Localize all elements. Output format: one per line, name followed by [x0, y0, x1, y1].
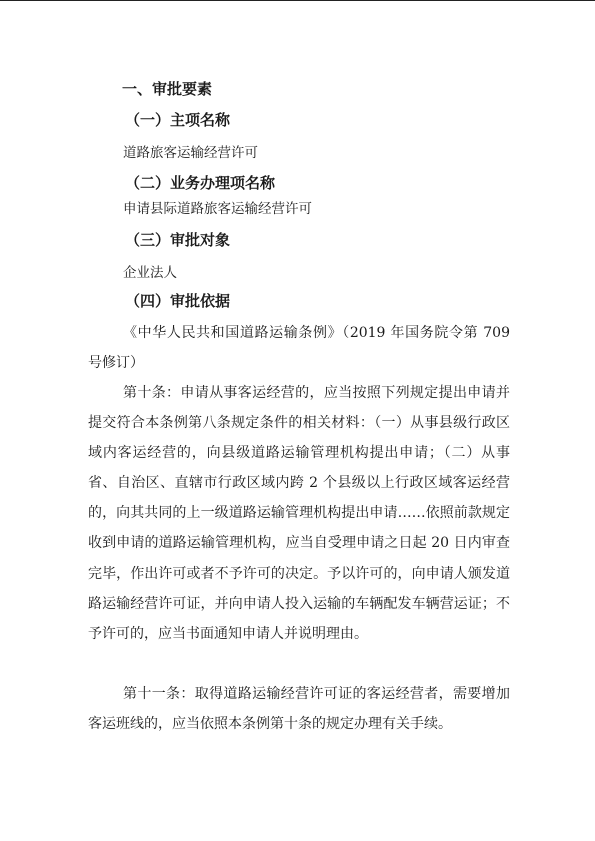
regulation-citation: 《中华人民共和国道路运输条例》（2019 年国务院令第 709 号修订）: [88, 325, 510, 372]
approval-target: 企业法人: [123, 265, 177, 281]
page-top-border: [0, 0, 595, 1]
subsection-heading-main-item: （一）主项名称: [125, 111, 231, 129]
article-11-text: 第十一条：取得道路运输经营许可证的客运经营者，需要增加客运班线的，应当依照本条例第十条的规定办理有关手续。: [88, 686, 510, 733]
main-item-name: 道路旅客运输经营许可: [123, 145, 258, 161]
section-heading: 一、审批要素: [122, 80, 213, 98]
article-10-text: 第十条：申请从事客运经营的，应当按照下列规定提出申请并提交符合本条例第八条规定条件的相关材料：（一）从事县级行政区域内客运经营的，向县级道路运输管理机构提出申请；（二）从事省、自治区、直辖市行政区域内跨 2 个县级以上行政区域客运经营的，向其共同的上一级道路运输管理机构提出申请……依照前款规定收到申请的道路运输管理机构，应当自受理申请之日起 20 日内审查完毕，作出许可或者不予许可的决定。予以许可的，向申请人颁发道路运输经营许可证，并向申请人投入运输的车辆配发车辆营运证；不予许可的，应当书面通知申请人并说明理由。: [88, 385, 510, 642]
subsection-heading-approval-target: （三）审批对象: [125, 231, 231, 249]
subsection-heading-approval-basis: （四）审批依据: [125, 292, 231, 310]
business-item-name: 申请县际道路旅客运输经营许可: [123, 201, 312, 217]
subsection-heading-business-item: （二）业务办理项名称: [125, 174, 276, 192]
